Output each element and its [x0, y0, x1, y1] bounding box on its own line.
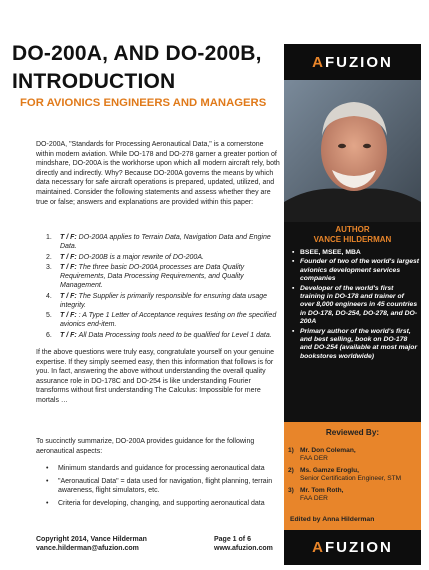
bullet-item: • Minimum standards and guidance for processing aeronautical data	[46, 465, 265, 472]
footer-page-number: Page 1 of 6	[214, 536, 251, 543]
author-heading: AUTHOR VANCE HILDERMAN	[313, 225, 392, 244]
bullet-square-icon: ▪	[292, 258, 295, 266]
author-panel	[284, 222, 421, 422]
author-portrait-image	[284, 80, 421, 222]
author-credentials	[292, 249, 420, 362]
afuzion-logo-bottom: A FUZION	[284, 530, 421, 565]
footer-copyright: Copyright 2014, Vance Hilderman	[36, 536, 147, 543]
question-item: 3. T / F: The three basic DO-200A processes are Data Quality Requirements, Data Processing Requirements, and Quality Management.	[46, 264, 245, 289]
body-paragraph-3: To succinctly summarize, DO-200A provides guidance for the following aeronautical aspects:	[36, 438, 255, 455]
reviewers-heading: Reviewed By:	[325, 428, 380, 437]
body-paragraph-2: If the above questions were truly easy, congratulate yourself on your genuine expertise. If they simply seemed easy, then this information that follows is for you. In fact, answering the above without understanding the overall quality assurance role in DO-178C and DO-254 is like understanding Fourier transforms without first understanding The Calculus: Impossible for mere mortals …	[36, 349, 275, 404]
bullet-icon: •	[46, 465, 49, 472]
question-list	[46, 233, 280, 341]
bullet-square-icon: ▪	[292, 284, 295, 292]
bullet-square-icon: ▪	[292, 249, 295, 256]
credential-item: ▪ Founder of two of the world's largest avionics development services companies	[292, 258, 420, 283]
question-item: 1. T / F: DO-200A applies to Terrain Data, Navigation Data and Engine Data.	[46, 234, 271, 250]
author-photo	[284, 80, 421, 222]
footer-right	[214, 535, 273, 553]
document-title: DO-200A, AND DO-200B, INTRODUCTION	[12, 42, 262, 93]
reviewers-list	[288, 447, 418, 507]
question-item: 6. T / F: All Data Processing tools need to be qualified for Level 1 data.	[46, 331, 272, 339]
sidebar-column	[284, 44, 421, 565]
footer-left	[36, 535, 147, 553]
reviewer-item: 3) Mr. Tom Roth, FAA DER	[288, 487, 344, 502]
question-item: 4. T / F: The Supplier is primarily responsible for ensuring data usage integrity.	[46, 292, 267, 309]
bullet-icon: •	[46, 499, 49, 507]
intro-paragraph: DO-200A, "Standards for Processing Aeronautical Data," is a cornerstone within modern aviation. While DO-178 and DO-278 garner a greater portion of mindshare, DO-200A is the workhorse upon which all modern aircraft rely, both directly and indirectly. Why? Because DO-200A governs the means by which data necessary for safe aircraft operations is prepared, updated, utilized, and maintained. Consider the following statements and assess whether they are true or false; answers and explanations are provided within this paper:	[36, 141, 280, 206]
bullet-item: • "Aeronautical Data" = data used for navigation, flight planning, terrain awareness, flight simulators, etc.	[46, 477, 273, 495]
reviewers-panel	[284, 422, 421, 530]
credential-item: ▪ BSEE, MSEE, MBA	[292, 249, 361, 256]
edited-by: Edited by Anna Hilderman	[290, 516, 375, 523]
document-subtitle: FOR AVIONICS ENGINEERS AND MANAGERS	[20, 97, 267, 109]
bullet-square-icon: ▪	[292, 327, 295, 335]
question-item: 2. T / F: DO-200B is a major rewrite of DO-200A.	[46, 253, 204, 261]
bullet-list	[46, 464, 282, 511]
footer-email[interactable]: vance.hilderman@afuzion.com	[36, 545, 139, 552]
bullet-icon: •	[46, 477, 49, 485]
bullet-item: • Criteria for developing, changing, and supporting aeronautical data	[46, 499, 265, 507]
question-item: 5. T / F: : A Type 1 Letter of Acceptance requires testing on the specified avionics end-item.	[46, 312, 277, 328]
footer-website[interactable]: www.afuzion.com	[214, 545, 273, 552]
afuzion-logo-top: A FUZION	[284, 44, 421, 80]
reviewer-item: 1) Mr. Don Coleman, FAA DER	[288, 447, 356, 462]
credential-item: ▪ Primary author of the world's first, and best selling, book on DO-178 and DO-254 (available at most major bookstores worldwide)	[292, 327, 418, 360]
reviewer-item: 2) Ms. Gamze Eroglu, Senior Certification Engineer, STM	[288, 467, 402, 482]
credential-item: ▪ Developer of the world's first training in DO-178 and trainer of over 8,000 engineers in 45 countries in DO-178, DO-254, DO-278, and DO-200A	[292, 284, 418, 326]
